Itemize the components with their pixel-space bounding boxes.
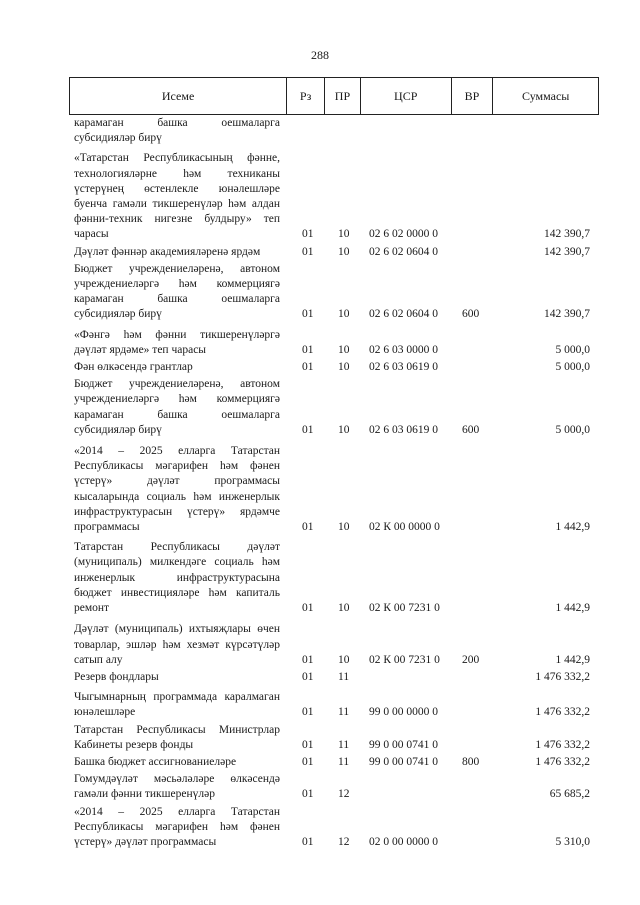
row-csr: 02 6 02 0604 0 <box>369 308 438 321</box>
row-sum: 1 476 332,2 <box>535 706 590 719</box>
header-vr: ВР <box>452 78 494 114</box>
row-vr: 800 <box>462 755 480 768</box>
row-rz: 01 <box>302 670 314 683</box>
row-rz: 01 <box>302 228 314 241</box>
row-vr: 600 <box>462 308 480 321</box>
row-sum: 5 000,0 <box>555 423 590 436</box>
row-name: Резерв фондлары <box>74 670 159 683</box>
row-name: Фән өлкәсендә грантлар <box>74 361 193 374</box>
row-name: Дәүләт (муниципаль) ихтыяҗлары өчен товарлар, эшләр һәм хезмәт күрсәтүләр сатып алу <box>74 623 280 666</box>
row-csr: 99 0 00 0000 0 <box>369 706 438 719</box>
row-sum: 65 685,2 <box>549 788 590 801</box>
row-csr: 02 К 00 7231 0 <box>369 602 440 615</box>
table-row <box>74 540 594 616</box>
header-pr: ПР <box>325 78 361 114</box>
row-csr: 99 0 00 0741 0 <box>369 755 438 768</box>
row-rz: 01 <box>302 245 314 258</box>
row-csr: 02 6 02 0000 0 <box>369 228 438 241</box>
row-pr: 10 <box>338 602 350 615</box>
row-rz: 01 <box>302 706 314 719</box>
table-row <box>74 690 594 720</box>
row-name: Бюджет учреждениеләренә, автоном учреждениеләргә һәм коммерциягә карамаган башка оешмаларга субсидияләр бирү <box>74 262 280 321</box>
row-csr: 02 0 00 0000 0 <box>369 835 438 848</box>
row-rz: 01 <box>302 308 314 321</box>
table-row <box>74 245 594 260</box>
row-vr: 200 <box>462 653 480 666</box>
row-pr: 11 <box>338 670 350 683</box>
table-row <box>74 772 594 802</box>
page-number: 288 <box>311 48 329 62</box>
row-pr: 12 <box>338 835 350 848</box>
row-rz: 01 <box>302 423 314 436</box>
header-name: Исеме <box>70 78 287 114</box>
row-rz: 01 <box>302 361 314 374</box>
row-pr: 10 <box>338 361 350 374</box>
row-rz: 01 <box>302 343 314 356</box>
row-pr: 10 <box>338 521 350 534</box>
row-rz: 01 <box>302 521 314 534</box>
row-pr: 12 <box>338 788 350 801</box>
row-name: «2014 – 2025 елларга Татарстан Республикасы мәгарифен һәм фәнен үстерү» дәүләт программасы <box>74 805 280 848</box>
table-row <box>74 262 594 323</box>
table-header <box>69 77 599 115</box>
row-pr: 10 <box>338 308 350 321</box>
row-name: «Фәнгә һәм фәнни тикшеренүләргә дәүләт ярдәме» теп чарасы <box>74 328 280 356</box>
row-sum: 1 442,9 <box>555 602 590 615</box>
row-rz: 01 <box>302 788 314 801</box>
row-csr: 02 6 02 0604 0 <box>369 245 438 258</box>
row-name: Башка бюджет ассигнованиеләре <box>74 755 237 768</box>
header-csr: ЦСР <box>361 78 452 114</box>
row-sum: 1 442,9 <box>555 653 590 666</box>
table-row <box>74 328 594 358</box>
row-pr: 10 <box>338 245 350 258</box>
row-csr: 02 К 00 7231 0 <box>369 653 440 666</box>
row-pr: 11 <box>338 755 350 768</box>
row-pr: 11 <box>338 706 350 719</box>
table-row <box>74 670 594 685</box>
table-row <box>74 377 594 438</box>
row-name: Татарстан Республикасы дәүләт (муниципаль) милкендәге социаль һәм инженерлык инфраструктурасына бюджет инвестицияләре һәм капиталь ремонт <box>74 541 280 615</box>
row-name: Чыгымнарның программада каралмаган юнәлешләре <box>74 691 280 719</box>
row-name: Гомумдәүләт мәсьәләләре өлкәсендә гамәли фәнни тикшеренүләр <box>74 773 280 801</box>
row-sum: 142 390,7 <box>544 228 590 241</box>
row-pr: 10 <box>338 228 350 241</box>
row-name: карамаган башка оешмаларга субсидияләр бирү <box>74 117 280 145</box>
table-row <box>74 151 594 242</box>
row-sum: 5 000,0 <box>555 361 590 374</box>
row-name: «Татарстан Республикасының фәнне, технологияләрне һәм техниканы үстерүнең өстенлекле юнәлешләре буенча гамәли тикшеренүләр һәм алдан фәнни-техник нигезне булдыру» теп чарасы <box>74 152 280 241</box>
row-sum: 1 442,9 <box>555 521 590 534</box>
row-sum: 5 000,0 <box>555 343 590 356</box>
row-rz: 01 <box>302 835 314 848</box>
row-pr: 10 <box>338 343 350 356</box>
row-pr: 10 <box>338 653 350 666</box>
row-csr: 99 0 00 0741 0 <box>369 738 438 751</box>
row-sum: 1 476 332,2 <box>535 670 590 683</box>
row-sum: 5 310,0 <box>555 835 590 848</box>
table-row <box>74 755 594 770</box>
row-name: Бюджет учреждениеләренә, автоном учреждениеләргә һәм коммерциягә карамаган башка оешмаларга субсидияләр бирү <box>74 378 280 436</box>
row-rz: 01 <box>302 738 314 751</box>
row-sum: 142 390,7 <box>544 245 590 258</box>
row-csr: 02 6 03 0619 0 <box>369 423 438 436</box>
table-row <box>74 116 594 146</box>
row-pr: 11 <box>338 738 350 751</box>
header-rz: Рз <box>287 78 325 114</box>
row-name: Татарстан Республикасы Министрлар Кабинеты резерв фонды <box>74 723 280 751</box>
row-rz: 01 <box>302 755 314 768</box>
table-row <box>74 360 594 375</box>
header-sum: Суммасы <box>522 88 570 103</box>
table-row <box>74 444 594 535</box>
row-name: Дәүләт фәннәр академияләренә ярдәм <box>74 245 261 258</box>
row-sum: 1 476 332,2 <box>535 738 590 751</box>
table-row <box>74 622 594 668</box>
table-row <box>74 805 594 851</box>
row-vr: 600 <box>462 423 480 436</box>
table-row <box>74 723 594 753</box>
row-csr: 02 6 03 0619 0 <box>369 361 438 374</box>
row-pr: 10 <box>338 423 350 436</box>
row-name: «2014 – 2025 елларга Татарстан Республикасы мәгарифен һәм фәнен үстерү» дәүләт программасы кысаларында социаль һәм инженерлык инфраструктурасын үстерү» ярдәмче программасы <box>74 445 280 534</box>
row-rz: 01 <box>302 653 314 666</box>
row-sum: 142 390,7 <box>544 308 590 321</box>
row-csr: 02 К 00 0000 0 <box>369 521 440 534</box>
row-rz: 01 <box>302 602 314 615</box>
row-sum: 1 476 332,2 <box>535 755 590 768</box>
table-body <box>74 116 594 850</box>
row-csr: 02 6 03 0000 0 <box>369 343 438 356</box>
